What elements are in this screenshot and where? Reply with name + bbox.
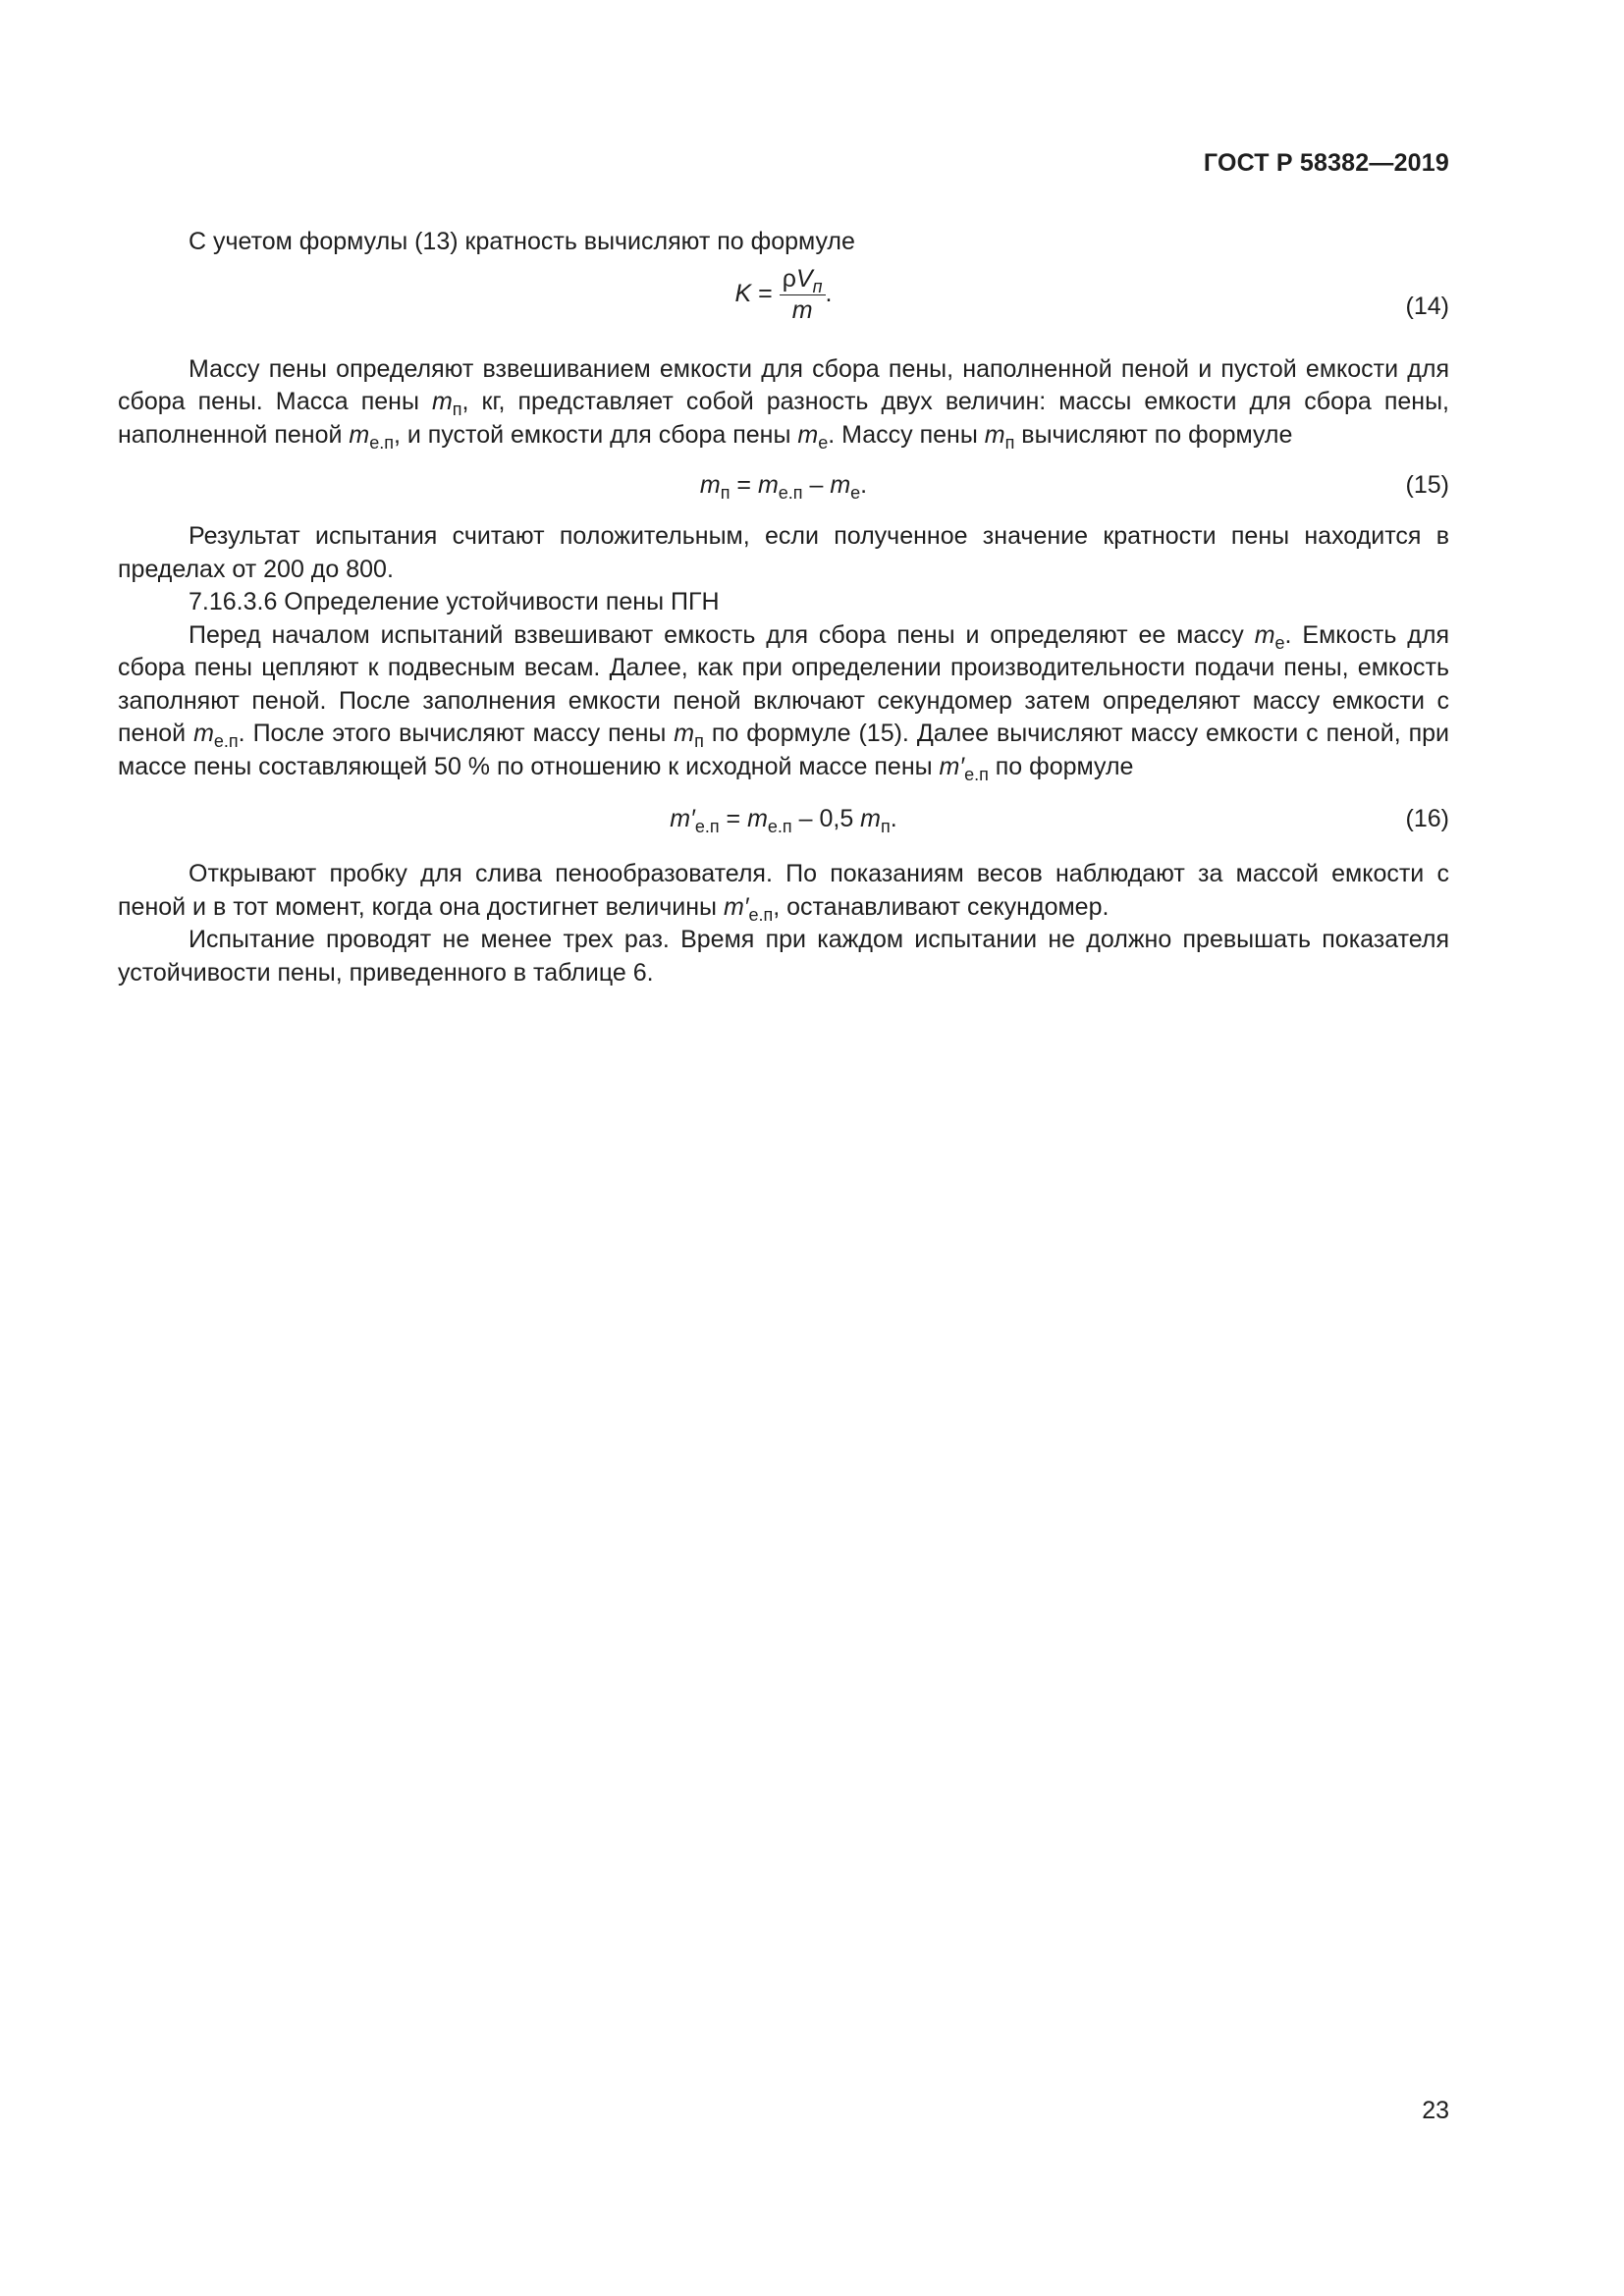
paragraph-drain [118, 858, 1449, 924]
paragraph-intro-formula-14: С учетом формулы (13) кратность вычисляют по формуле [189, 228, 855, 255]
subscript: п [452, 400, 462, 419]
text-run: по формуле (15). Далее вычисляют массу емкости с пеной, при массе пены составляющей 50 % по отношению к исходной массе пены [118, 720, 1449, 780]
formula-16-sub: е.п [694, 817, 720, 836]
formula-14-m: m [791, 295, 813, 324]
text-run: . После этого вычисляют массу пены [238, 720, 675, 747]
formula-15-sub: е.п [778, 483, 803, 503]
formula-16-number: (16) [1405, 805, 1449, 832]
symbol-m: m [984, 420, 1005, 449]
formula-15-equals: = [730, 471, 758, 499]
formula-15 [118, 452, 1449, 520]
formula-14-K: K [734, 279, 752, 307]
formula-16-m: m [860, 805, 881, 832]
text-run: по формуле [988, 752, 1134, 780]
subscript: е [1274, 632, 1285, 653]
paragraph-stability-procedure [118, 619, 1449, 784]
subscript: п [1004, 432, 1015, 453]
formula-15-m: m [699, 471, 721, 499]
formula-16-sub: п [881, 817, 891, 836]
subscript: п [694, 731, 704, 751]
text-run: Перед началом испытаний взвешивают емкость для сбора пены и определяют ее массу [189, 620, 1255, 649]
symbol-m: m [193, 720, 214, 747]
text-run: вычисляют по формуле [1014, 420, 1293, 449]
paragraph-foam-mass [118, 353, 1449, 453]
symbol-m: m [1254, 620, 1275, 649]
symbol-m: m [349, 420, 370, 449]
formula-16-body [118, 803, 1449, 836]
symbol-m: m [431, 388, 453, 415]
subscript: е.п [369, 432, 394, 453]
formula-14-V: V [795, 264, 813, 293]
formula-14-V-sub: п [812, 276, 823, 296]
symbol-m: m [797, 420, 819, 449]
text-run: . Массу пены [828, 420, 985, 449]
formula-16-equals: = [719, 805, 748, 832]
section-heading-7-16-3-6: 7.16.3.6 Определение устойчивости пены ПГН [189, 588, 720, 615]
formula-16-minus-coef: – 0,5 [791, 805, 861, 832]
formula-16-m-prime: m′ [670, 805, 695, 832]
formula-16-end: . [890, 805, 897, 832]
paragraph-repeat-test: Испытание проводят не менее трех раз. Время при каждом испытании не должно превышать показателя устойчивости пены, приведенного в таблице 6. [118, 926, 1449, 987]
symbol-m-prime: m′ [939, 752, 965, 780]
formula-14-number: (14) [1405, 292, 1449, 320]
formula-14-numerator [780, 265, 826, 295]
formula-16-m: m [747, 805, 768, 832]
formula-15-sub: п [720, 483, 731, 503]
text-run: , кг, представляет собой разность двух величин: массы емкости для сбора пены, наполненной пеной [118, 388, 1449, 449]
text-run: Открывают пробку для слива пенообразователя. По показаниям весов наблюдают за массой емкости с пеной и в тот момент, когда она достигнет величины [118, 860, 1449, 921]
paragraph-result: Результат испытания считают положительным, если полученное значение кратности пены находится в пределах от 200 до 800. [118, 522, 1449, 583]
document-code: ГОСТ Р 58382—2019 [1203, 149, 1449, 177]
formula-16-sub: е.п [767, 817, 792, 836]
symbol-m: m [674, 720, 695, 747]
formula-14-denominator [780, 295, 826, 325]
formula-15-sub: е [850, 483, 861, 503]
formula-15-number: (15) [1405, 471, 1449, 499]
formula-14-equals: = [751, 279, 780, 307]
formula-14 [118, 259, 1449, 353]
formula-15-m: m [757, 471, 779, 499]
formula-14-body [118, 265, 1449, 325]
formula-14-rho: ρ [782, 264, 796, 293]
subscript: е.п [964, 764, 989, 784]
formula-16 [118, 783, 1449, 858]
body-text [118, 226, 1449, 989]
text-run: Массу пены определяют взвешиванием емкости для сбора пены, наполненной пеной и пустой емкости для сбора пены. Масса пены [118, 354, 1449, 415]
subscript: е.п [213, 731, 239, 751]
formula-15-end: . [860, 471, 868, 499]
subscript: е [818, 432, 829, 453]
formula-14-fraction [780, 265, 826, 325]
page-number: 23 [1422, 2097, 1449, 2124]
subscript: е.п [748, 904, 774, 925]
formula-15-body [118, 469, 1449, 503]
formula-15-minus: – [802, 471, 831, 499]
formula-14-end: . [825, 279, 833, 307]
text-run: , и пустой емкости для сбора пены [393, 420, 798, 449]
text-run: . Емкость для сбора пены цепляют к подвесным весам. Далее, как при определении производительности подачи пены, емкость заполняют пеной. После заполнения емкости пеной включают секундомер затем определяют массу емкости с пеной [118, 620, 1449, 747]
text-run: , останавливают секундомер. [773, 892, 1110, 921]
symbol-m-prime: m′ [723, 892, 749, 921]
formula-15-m: m [830, 471, 851, 499]
